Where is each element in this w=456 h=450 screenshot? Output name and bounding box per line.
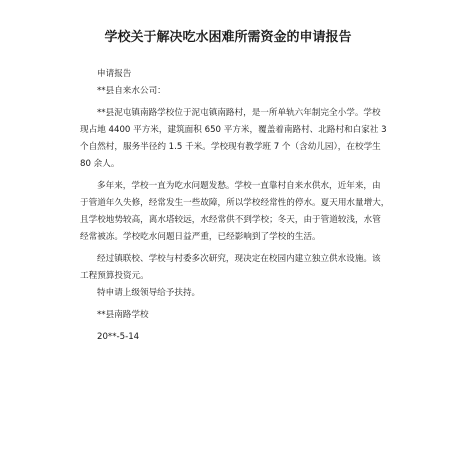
signature: **县南路学校: [97, 310, 149, 320]
closing-line: 特申请上级领导给予扶持。: [97, 288, 201, 298]
paragraph-line: 经过镇联校、学校与村委多次研究，现决定在校园内建立独立供水设施。该: [97, 254, 381, 264]
document-body: [80, 66, 390, 346]
date: 20**-5-14: [97, 332, 140, 342]
paragraph-1: [80, 105, 387, 173]
paragraph-line: **县泥屯镇南路学校位于泥屯镇南路村，是一所单轨六年制完全小学。学校: [97, 108, 381, 118]
paragraph-line: 于管道年久失修，经常发生一些故障，所以学校经常性的停水。夏天用水量增大，: [80, 198, 390, 208]
document-title: 学校关于解决吃水困难所需资金的申请报告: [104, 30, 352, 45]
paragraph-line: 经常被冻。学校吃水问题日益严重，已经影响到了学校的生活。: [80, 232, 321, 242]
paragraph-line: 且学校地势较高，离水塔较远，水经常供不到学校；冬天，由于管道较浅，水管: [80, 215, 381, 225]
addressee: **县自来水公司：: [97, 86, 166, 96]
paragraph-line: 多年来，学校一直为吃水问题发愁。学校一直靠村自来水供水，近年来，由: [97, 181, 381, 191]
paragraph-line: 80 余人。: [80, 159, 120, 169]
paragraph-line: 现占地 4400 平方米，建筑面积 650 平方米，覆盖着南路村、北路村和白家社 3: [80, 125, 387, 135]
paragraph-2: [80, 178, 390, 246]
paragraph-line: 工程预算投资元。: [80, 271, 149, 281]
heading-label: 申请报告: [97, 69, 132, 79]
paragraph-3: [80, 251, 381, 285]
paragraph-line: 个自然村，服务半径约 1.5 千米。学校现有教学班 7 个（含幼儿园），在校学生: [80, 142, 381, 152]
